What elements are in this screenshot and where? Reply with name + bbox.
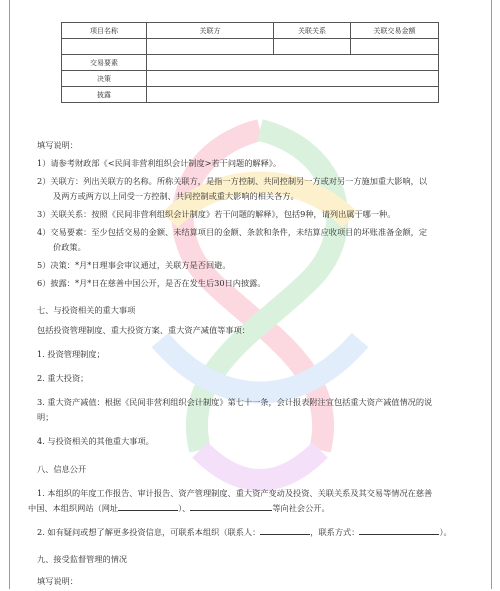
contact-person-blank bbox=[260, 526, 310, 535]
section-7-item: 3. 重大资产减值：根据《民间非营利组织会计制度》第七十一条，会计报表附注宜包括重大资产减值情况的说 bbox=[37, 397, 433, 407]
other-channel-blank bbox=[190, 502, 272, 511]
section-7-item: 2. 重大投资； bbox=[37, 373, 89, 383]
section-7-title: 七、与投资相关的重大事项 bbox=[37, 305, 136, 315]
website-url-blank bbox=[118, 502, 178, 511]
instructions-title: 填写说明： bbox=[37, 140, 78, 150]
table-header-cell: 关联关系 bbox=[274, 23, 351, 39]
instruction-item: 2）关联方：列出关联方的名称。所称关联方，是指一方控制、共同控制另一方或对另一方施加重大影响，以 bbox=[37, 176, 428, 186]
table-row bbox=[62, 55, 439, 71]
table-header-cell: 关联交易金额 bbox=[351, 23, 439, 39]
section-9-title: 九、接受监督管理的情况 bbox=[37, 554, 128, 564]
contact-method-blank bbox=[359, 526, 439, 535]
table-header-row bbox=[62, 23, 439, 39]
section-7-intro: 包括投资管理制度、重大投资方案、重大资产减值等事项： bbox=[37, 325, 250, 335]
table-row-label: 交易要素 bbox=[62, 55, 147, 71]
instruction-item: 5）决策：*月*日理事会审议通过，关联方是否回避。 bbox=[37, 260, 231, 270]
table-header-cell: 关联方 bbox=[147, 23, 274, 39]
section-7-item-continued: 明； bbox=[37, 412, 54, 422]
section-7-item: 4. 与投资相关的其他重大事项。 bbox=[37, 436, 154, 446]
section-8-title: 八、信息公开 bbox=[37, 464, 87, 474]
section-8-paragraph-2: 2. 如有疑问或想了解更多投资信息，可联系本组织（联系人： ，联系方式： ）。 bbox=[37, 527, 452, 537]
section-8-paragraph-1-line-2: 中国、本组织网站（网址 ）、 等向社会公开。 bbox=[28, 503, 330, 513]
table-row bbox=[62, 39, 439, 55]
related-party-table bbox=[61, 22, 439, 103]
table-row bbox=[62, 87, 439, 103]
instruction-item: 6）披露：*月*日在慈善中国公开，是否在发生后30日内披露。 bbox=[37, 278, 266, 288]
instruction-item: 4）交易要素：至少包括交易的金额、未结算项目的金额、条款和条件，未结算应收项目的坏账准备金额，定 bbox=[37, 227, 428, 237]
instruction-item-continued: 价政策。 bbox=[53, 242, 86, 252]
table-row-label: 决策 bbox=[62, 71, 147, 87]
section-8-paragraph-1: 1. 本组织的年度工作报告、审计报告、资产管理制度、重大资产变动及投资、关联关系及其交易等情况在慈善 bbox=[37, 488, 433, 498]
instruction-item: 1）请参考财政部《<民间非营利组织会计制度>若干问题的解释》。 bbox=[37, 158, 282, 168]
table-row-label: 披露 bbox=[62, 87, 147, 103]
table-header-cell: 项目名称 bbox=[62, 23, 147, 39]
section-9-instructions: 填写说明： bbox=[37, 576, 78, 586]
instruction-item-continued: 及两方或两方以上同受一方控制、共同控制或重大影响的相关各方。 bbox=[53, 191, 299, 201]
section-7-item: 1. 投资管理制度； bbox=[37, 349, 105, 359]
instruction-item: 3）关联关系：按照《民间非营利组织会计制度》若干问题的解释》，包括9种，请列出属于哪一种。 bbox=[37, 209, 396, 219]
table-row bbox=[62, 71, 439, 87]
